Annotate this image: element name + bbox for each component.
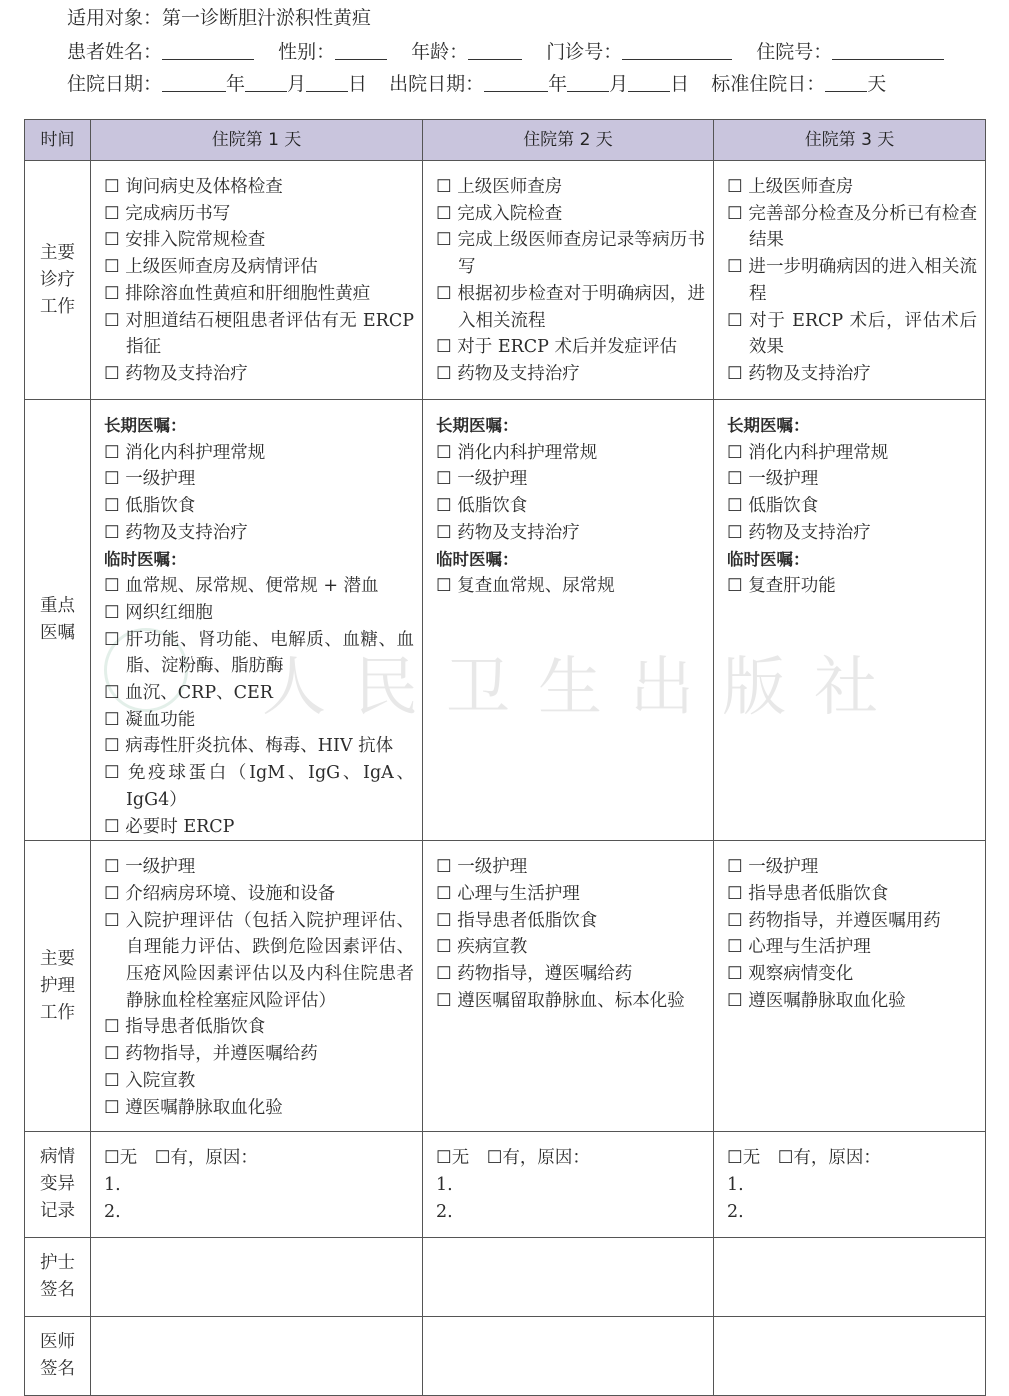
checklist-item[interactable]: ☐ 一级护理 [727,469,819,490]
checklist-item[interactable]: ☐ 消化内科护理常规 [436,442,598,463]
col-header-time: 时间 [25,120,91,161]
checklist-item[interactable]: ☐ 血沉、CRP、CER [104,683,273,704]
checklist-item[interactable]: ☐ 对胆道结石梗阻患者评估有无 ERCP 指征 [104,310,414,358]
row-label-line: 病情 [40,1147,75,1168]
variance-checkboxes[interactable]: ☐无 ☐有，原因： [436,1148,590,1169]
nurse-signature-day3[interactable] [714,1238,986,1317]
variance-reason-2: 2. [104,1201,121,1222]
outpatient-label: 门诊号： [546,41,623,63]
month-label: 月 [287,73,307,95]
row-label-line: 工作 [40,296,75,317]
row-variance [25,1132,986,1238]
orders-day3 [714,400,986,841]
row-label-diagnosis [25,161,91,400]
long-term-orders-label: 长期医嘱： [104,416,187,435]
checklist-item[interactable]: ☐ 药物及支持治疗 [727,522,871,543]
checklist-item[interactable]: ☐ 遵医嘱留取静脉血、标本化验 [436,990,685,1011]
checklist-item[interactable]: ☐ 药物指导，遵医嘱给药 [436,964,633,985]
row-diagnosis [25,161,986,400]
long-term-orders-label: 长期医嘱： [727,416,810,435]
discharge-day-field[interactable] [628,73,670,92]
doctor-signature-day3[interactable] [714,1317,986,1396]
day-label: 日 [348,73,368,95]
gender-label: 性别： [278,41,336,63]
checklist-item[interactable]: ☐ 完成入院检查 [436,203,563,224]
variance-checkboxes[interactable]: ☐无 ☐有，原因： [104,1148,258,1169]
row-label-line: 诊疗 [40,269,75,290]
row-label-orders [25,400,91,841]
table-header-row [25,120,986,161]
temp-orders-label: 临时医嘱： [104,549,187,569]
checklist-item[interactable]: ☐ 一级护理 [104,469,196,490]
nursing-day1 [91,841,423,1132]
row-label-line: 主要 [40,948,75,969]
nurse-signature-day2[interactable] [423,1238,714,1317]
orders-day2 [423,400,714,841]
checklist-item[interactable]: ☐ 对于 ERCP 术后并发症评估 [436,337,677,358]
row-label-line: 医嘱 [40,623,75,644]
checklist-item[interactable]: ☐ 药物及支持治疗 [104,522,248,543]
checklist-item[interactable]: ☐ 观察病情变化 [727,964,854,985]
checklist-item[interactable]: ☐ 指导患者低脂饮食 [104,1017,266,1038]
checklist-item[interactable]: ☐ 询问病史及体格检查 [104,177,283,197]
row-nursing [25,841,986,1132]
doctor-signature-day1[interactable] [91,1317,423,1396]
checklist-item[interactable]: ☐ 入院宣教 [104,1070,196,1091]
checklist-item[interactable]: ☐ 低脂饮食 [436,496,528,517]
row-orders [25,400,986,841]
checklist-item[interactable]: ☐ 介绍病房环境、设施和设备 [104,883,336,904]
days-unit: 天 [867,73,887,95]
nursing-day2 [423,841,714,1132]
row-label-line: 签名 [40,1359,75,1380]
checklist-item[interactable]: ☐ 完成病历书写 [104,203,231,224]
checklist-item[interactable]: ☐ 完善部分检查及分析已有检查结果 [727,203,977,251]
row-label-line: 重点 [40,596,75,617]
checklist-item[interactable]: ☐ 一级护理 [436,469,528,490]
checklist-item[interactable]: ☐ 免疫球蛋白（IgM、IgG、IgA、IgG4） [104,763,414,810]
checklist-item[interactable]: ☐ 心理与生活护理 [727,937,871,958]
inpatient-label: 住院号： [756,41,833,63]
age-field[interactable] [468,41,522,60]
row-nurse-signature [25,1238,986,1317]
discharge-year-field[interactable] [484,73,548,92]
standard-stay-label: 标准住院日： [711,73,826,95]
col-header-day3: 住院第 3 天 [714,120,986,161]
checklist-item[interactable]: ☐ 网织红细胞 [104,602,213,623]
checklist-item[interactable]: ☐ 复查肝功能 [727,576,836,597]
long-term-orders-label: 长期医嘱： [436,416,519,435]
checklist-item[interactable]: ☐ 上级医师查房 [727,177,854,197]
day-label: 日 [670,73,690,95]
checklist-item[interactable]: ☐ 药物指导，并遵医嘱用药 [727,910,941,931]
checklist-item[interactable]: ☐ 心理与生活护理 [436,883,580,904]
gender-field[interactable] [335,41,387,60]
checklist-item[interactable]: ☐ 安排入院常规检查 [104,230,266,251]
orders-day1 [91,400,423,841]
variance-checkboxes[interactable]: ☐无 ☐有，原因： [727,1148,881,1169]
checklist-item[interactable]: ☐ 疾病宣教 [436,937,528,958]
variance-reason-2: 2. [436,1201,453,1222]
row-label-line: 工作 [40,1002,75,1023]
variance-reason-1: 1. [104,1174,121,1195]
admit-year-field[interactable] [162,73,226,92]
year-label: 年 [226,73,246,95]
variance-reason-1: 1. [727,1174,744,1195]
row-label-nursing [25,841,91,1132]
checklist-item[interactable]: ☐ 复查血常规、尿常规 [436,576,615,597]
nurse-signature-day1[interactable] [91,1238,423,1317]
admit-day-field[interactable] [306,73,348,92]
checklist-item[interactable]: ☐ 肝功能、肾功能、电解质、血糖、血脂、淀粉酶、脂肪酶 [104,629,414,677]
checklist-item[interactable]: ☐ 一级护理 [727,857,819,878]
row-label-line: 签名 [40,1280,75,1301]
row-label-line: 护士 [40,1253,75,1274]
temp-orders-label: 临时医嘱： [727,549,810,569]
checklist-item[interactable]: ☐ 指导患者低脂饮食 [436,910,598,931]
row-label-nurse-signature [25,1238,91,1317]
checklist-item[interactable]: ☐ 药物及支持治疗 [104,363,248,384]
checklist-item[interactable]: ☐ 进一步明确病因的进入相关流程 [727,257,977,304]
checklist-item[interactable]: ☐ 凝血功能 [104,709,196,730]
year-label: 年 [548,73,568,95]
diagnosis-day2 [423,161,714,400]
checklist-item[interactable]: ☐ 药物及支持治疗 [727,363,871,384]
checklist-item[interactable]: ☐ 排除溶血性黄疸和肝细胞性黄疸 [104,283,371,304]
checklist-item[interactable]: ☐ 根据初步检查对于明确病因，进入相关流程 [436,283,705,331]
checklist-item[interactable]: ☐ 消化内科护理常规 [104,442,266,463]
col-header-day1: 住院第 1 天 [91,120,423,161]
col-header-day2: 住院第 2 天 [423,120,714,161]
checklist-item[interactable]: ☐ 药物及支持治疗 [436,363,580,384]
row-label-line: 护理 [40,975,75,996]
clinical-pathway-table [24,119,986,1396]
checklist-item[interactable]: ☐ 血常规、尿常规、便常规 + 潜血 [104,576,379,597]
checklist-item[interactable]: ☐ 必要时 ERCP [104,816,235,837]
checklist-item[interactable]: ☐ 入院护理评估（包括入院护理评估、自理能力评估、跌倒危险因素评估、压疮风险因素评估以及内科住院患者静脉血栓栓塞症风险评估） [104,910,414,1011]
row-label-doctor-signature [25,1317,91,1396]
outpatient-field[interactable] [622,41,732,60]
row-label-line: 记录 [40,1201,75,1222]
admit-date-label: 住院日期： [67,73,163,95]
temp-orders-label: 临时医嘱： [436,549,519,569]
checklist-item[interactable]: ☐ 遵医嘱静脉取血化验 [727,990,906,1011]
checklist-item[interactable]: ☐ 一级护理 [104,857,196,878]
checklist-item[interactable]: ☐ 药物及支持治疗 [436,522,580,543]
diagnosis-day3 [714,161,986,400]
discharge-month-field[interactable] [567,73,609,92]
checklist-item[interactable]: ☐ 上级医师查房及病情评估 [104,257,318,278]
discharge-date-label: 出院日期： [389,73,485,95]
variance-reason-2: 2. [727,1201,744,1222]
variance-day1[interactable] [91,1132,423,1238]
date-line [67,72,886,96]
age-label: 年龄： [411,41,469,63]
watermark: 人民卫生出版社 [262,651,906,725]
patient-info-line [67,40,944,64]
month-label: 月 [609,73,629,95]
variance-reason-1: 1. [436,1174,453,1195]
standard-stay-field[interactable] [825,73,867,92]
variance-day3[interactable] [714,1132,986,1238]
checklist-item[interactable]: ☐ 对于 ERCP 术后，评估术后效果 [727,310,977,358]
admit-month-field[interactable] [245,73,287,92]
checklist-item[interactable]: ☐ 完成上级医师查房记录等病历书写 [436,230,705,278]
checklist-item[interactable]: ☐ 指导患者低脂饮食 [727,883,889,904]
row-label-variance [25,1132,91,1238]
checklist-item[interactable]: ☐ 消化内科护理常规 [727,442,889,463]
row-label-line: 主要 [40,242,75,263]
checklist-item[interactable]: ☐ 一级护理 [436,857,528,878]
doctor-signature-day2[interactable] [423,1317,714,1396]
checklist-item[interactable]: ☐ 上级医师查房 [436,177,563,197]
patient-name-label: 患者姓名： [67,41,163,63]
row-label-line: 变异 [40,1174,75,1195]
inpatient-field[interactable] [832,41,944,60]
checklist-item[interactable]: ☐ 低脂饮食 [727,496,819,517]
variance-day2[interactable] [423,1132,714,1238]
checklist-item[interactable]: ☐ 药物指导，并遵医嘱给药 [104,1044,318,1065]
diagnosis-day1 [91,161,423,400]
patient-name-field[interactable] [162,41,254,60]
nursing-day3 [714,841,986,1132]
checklist-item[interactable]: ☐ 低脂饮食 [104,496,196,517]
applicable-subject: 适用对象：第一诊断胆汁淤积性黄疸 [67,7,372,29]
row-label-line: 医师 [40,1332,75,1353]
checklist-item[interactable]: ☐ 病毒性肝炎抗体、梅毒、HIV 抗体 [104,736,394,757]
checklist-item[interactable]: ☐ 遵医嘱静脉取血化验 [104,1097,283,1118]
row-doctor-signature [25,1317,986,1396]
